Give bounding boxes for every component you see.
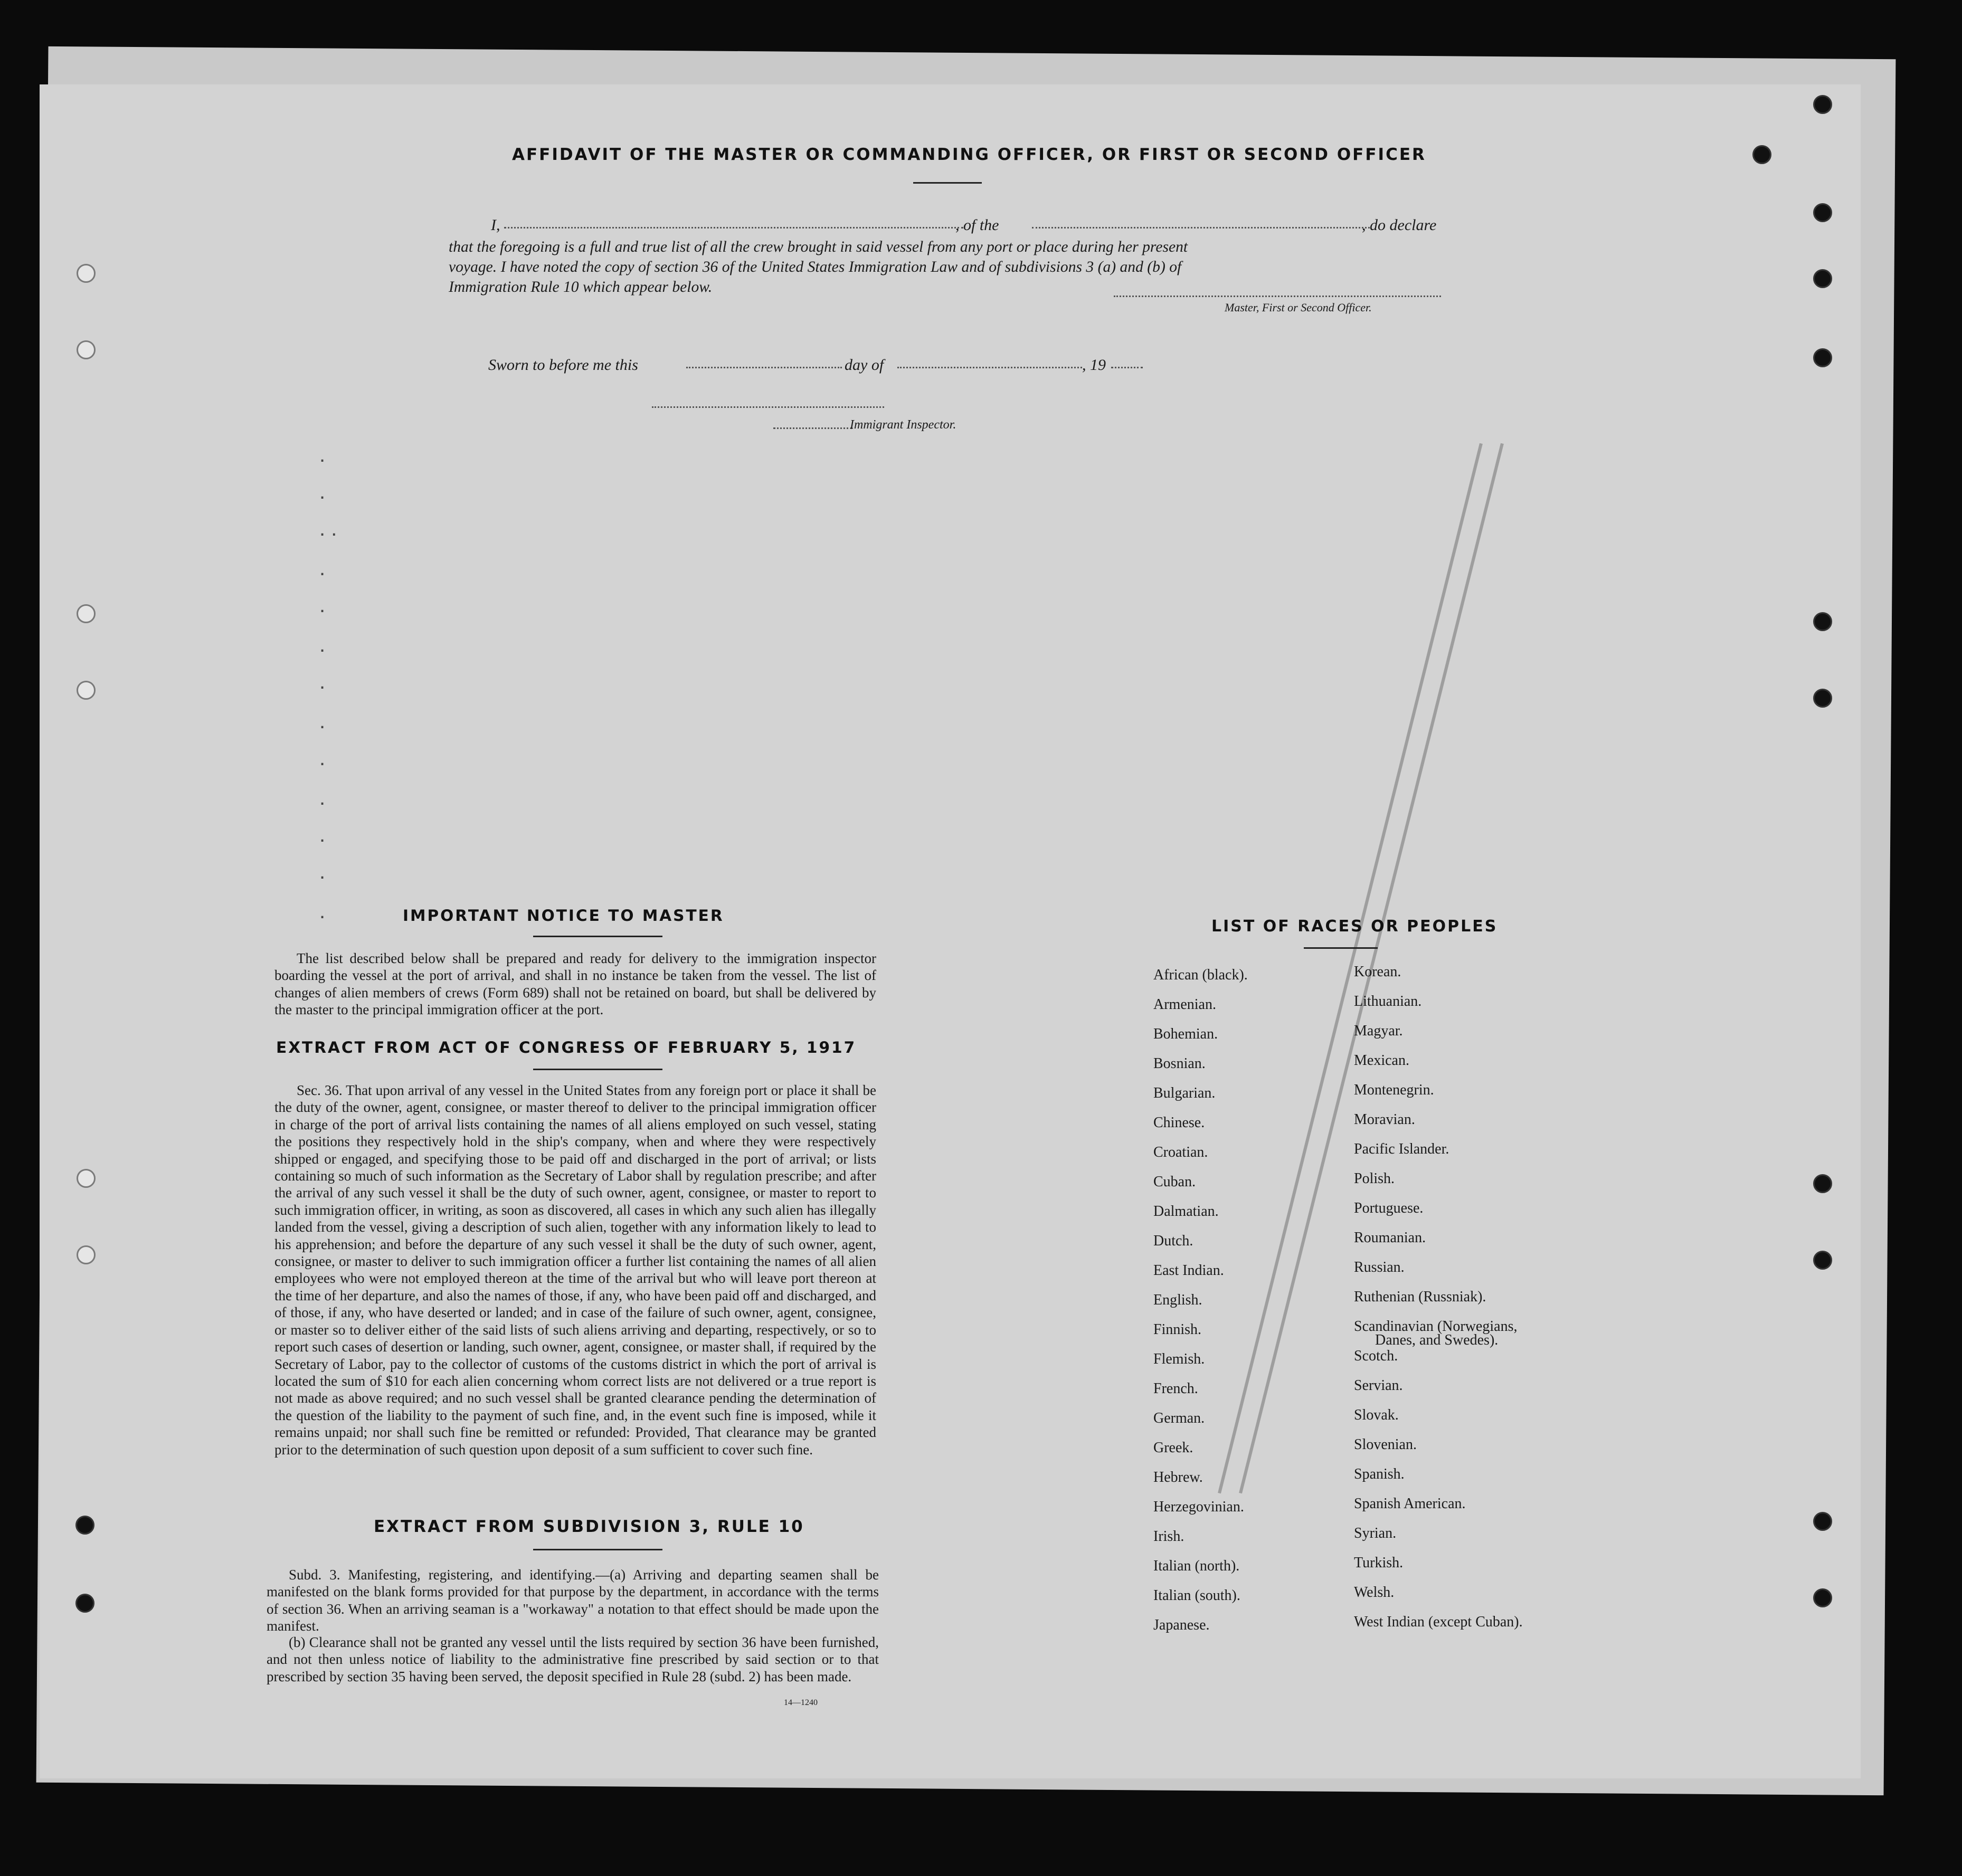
race-item: Bohemian. <box>1153 1026 1218 1042</box>
race-item: Servian. <box>1354 1377 1403 1394</box>
punch-hole <box>75 1516 94 1535</box>
race-item: Japanese. <box>1153 1617 1210 1633</box>
row-dot: . <box>319 786 326 810</box>
race-item-continuation: Danes, and Swedes). <box>1375 1332 1499 1348</box>
race-item: Cuban. <box>1153 1174 1196 1190</box>
race-item: Portuguese. <box>1354 1200 1424 1216</box>
race-item: Hebrew. <box>1153 1469 1203 1485</box>
race-item: Pacific Islander. <box>1354 1141 1449 1157</box>
row-dot: . <box>319 710 326 733</box>
row-dot: . <box>319 480 326 503</box>
race-item: Slovenian. <box>1354 1436 1417 1453</box>
punch-hole <box>75 1594 94 1613</box>
row-dot: . <box>319 443 326 466</box>
race-item: Italian (south). <box>1153 1587 1240 1604</box>
punch-hole <box>1813 612 1832 631</box>
affidavit-line-1: that the foregoing is a full and true list of all the crew brought in said vessel from any port or place during her present <box>449 239 1188 255</box>
race-item: Polish. <box>1354 1170 1395 1187</box>
race-item: Welsh. <box>1354 1584 1395 1601</box>
subdivision-title: EXTRACT FROM SUBDIVISION 3, RULE 10 <box>374 1517 804 1536</box>
race-item: Ruthenian (Russniak). <box>1354 1289 1486 1305</box>
name-field[interactable] <box>504 227 963 228</box>
subdivision-para-b: (b) Clearance shall not be granted any vessel until the lists required by section 36 have been furnished, and not then unless notice of liability to the administrative fine prescribed by said section or to that prescribed by section 35 having been served, the deposit specified in Rule 28 (subd. 2) has been made. <box>267 1634 879 1684</box>
affidavit-of-the: , of the <box>955 216 999 234</box>
race-item: Moravian. <box>1354 1111 1415 1128</box>
race-item: Greek. <box>1153 1440 1193 1456</box>
master-caption: Master, First or Second Officer. <box>1225 301 1372 314</box>
affidavit-do-declare: , do declare <box>1362 216 1437 234</box>
punch-hole <box>77 340 96 359</box>
row-dot: . <box>319 633 326 656</box>
document-page <box>40 84 1861 1778</box>
race-item: Spanish American. <box>1354 1496 1466 1512</box>
vessel-field[interactable] <box>1032 227 1370 228</box>
row-dot: . <box>319 823 326 846</box>
row-dot: . <box>319 594 326 617</box>
row-dot: . <box>319 747 326 770</box>
punch-hole <box>1813 1174 1832 1193</box>
punch-hole <box>1813 95 1832 114</box>
punch-hole <box>1813 1512 1832 1531</box>
row-dot: . <box>319 670 326 693</box>
row-dot: . . <box>319 517 337 540</box>
race-item: Turkish. <box>1354 1555 1404 1571</box>
master-signature-field[interactable] <box>1114 296 1441 297</box>
race-item: Dalmatian. <box>1153 1203 1219 1220</box>
punch-hole <box>1752 145 1771 164</box>
sworn-month-field[interactable] <box>897 367 1082 368</box>
punch-hole <box>1813 689 1832 708</box>
race-item: Bulgarian. <box>1153 1085 1216 1101</box>
punch-hole <box>1813 1251 1832 1270</box>
affidavit-line-3: Immigration Rule 10 which appear below. <box>449 279 713 296</box>
inspector-signature-field[interactable] <box>652 406 884 408</box>
race-item: Irish. <box>1153 1528 1184 1545</box>
race-item: French. <box>1153 1380 1198 1397</box>
race-item: Spanish. <box>1354 1466 1405 1482</box>
punch-hole <box>1813 348 1832 367</box>
inspector-caption: Immigrant Inspector. <box>850 418 956 432</box>
punch-hole <box>77 1245 96 1264</box>
punch-hole <box>77 681 96 700</box>
race-item: Lithuanian. <box>1354 993 1422 1010</box>
punch-hole <box>77 1169 96 1188</box>
sworn-day-field[interactable] <box>686 367 842 368</box>
races-title: LIST OF RACES OR PEOPLES <box>1211 917 1498 936</box>
notice-rule <box>533 936 662 937</box>
race-item: Magyar. <box>1354 1023 1403 1039</box>
affidavit-title: AFFIDAVIT OF THE MASTER OR COMMANDING OFFICER, OR FIRST OR SECOND OFFICER <box>512 145 1426 164</box>
punch-hole <box>77 264 96 283</box>
act-rule <box>533 1069 662 1070</box>
race-item: Mexican. <box>1354 1052 1409 1069</box>
races-column-2 <box>1354 964 1523 1643</box>
row-dot: . <box>319 557 326 580</box>
row-dot: . <box>319 860 326 883</box>
subdivision-para-a: Subd. 3. Manifesting, registering, and identifying.—(a) Arriving and departing seamen shall be manifested on the blank forms provided for that purpose by the department, in accordance with the terms of section 36. When an arriving seaman is a "workaway" a notation to that effect should be made upon the manifest. <box>267 1567 879 1634</box>
race-item: English. <box>1153 1292 1202 1308</box>
race-item: African (black). <box>1153 967 1248 983</box>
race-item: Syrian. <box>1354 1525 1397 1541</box>
act-text: Sec. 36. That upon arrival of any vessel in the United States from any foreign port or place it shall be the duty of the owner, agent, consignee, or master thereof to deliver to the principal immigration officer in charge of the port of arrival lists containing the names of all aliens employed on such vessel, stating the positions they respectively hold in the ship's company, when and where they were respectively shipped or engaged, and specifying those to be paid off and discharged in the port of arrival; or lists containing so much of such information as the Secretary of Labor shall by regulation prescribe; and after the arrival of any such vessel it shall be the duty of such owner, agent, consignee, or master to report to such immigration officer, in writing, as soon as discovered, all cases in which any such alien has illegally landed from the vessel, giving a description of such alien, together with any information likely to lead to his apprehension; and before the departure of any such vessel it shall be the duty of such owner, agent, consignee, or master to deliver to such immigration officer a further list containing the names of all alien employees who were not employed thereon at the time of the arrival but who will leave port thereon at the time of her departure, and also the names of those, if any, who have been paid off and discharged, and of those, if any, who have deserted or landed; and in case of the failure of such owner, agent, consignee, or master so to deliver either of the said lists of such aliens arriving and departing, respectively, or so to report such cases of desertion or landing, such owner, agent, consignee, or master shall, if required by the Secretary of Labor, pay to the collector of customs of the customs district in which the port of arrival is located the sum of $10 for each alien concerning whom correct lists are not delivered or a true report is not made as above required; and no such vessel shall be granted clearance pending the determination of the question of the liability to the payment of such fine, and, in the event such fine is imposed, while it remains unpaid; nor shall such fine be remitted or refunded: Provided, That clearance may be granted prior to the determination of such question upon deposit of a sum sufficient to cover such fine. <box>274 1082 876 1458</box>
race-item: Herzegovinian. <box>1153 1499 1244 1515</box>
title-rule <box>913 182 982 184</box>
race-item: West Indian (except Cuban). <box>1354 1614 1523 1630</box>
races-rule <box>1304 947 1378 949</box>
year-label: , 19 <box>1082 356 1106 374</box>
affidavit-line-2: voyage. I have noted the copy of section 36 of the United States Immigration Law and of subdivisions 3 (a) and (b) of <box>449 259 1182 275</box>
race-item: Slovak. <box>1354 1407 1399 1423</box>
races-column-1 <box>1153 967 1248 1646</box>
notice-title: IMPORTANT NOTICE TO MASTER <box>403 907 724 925</box>
subdivision-rule <box>533 1549 662 1550</box>
affidavit-i: I, <box>491 216 500 234</box>
race-item: Montenegrin. <box>1354 1082 1434 1098</box>
race-item: Flemish. <box>1153 1351 1205 1367</box>
race-item: Finnish. <box>1153 1321 1202 1338</box>
race-item: Italian (north). <box>1153 1558 1240 1574</box>
inspector-signature-field-2[interactable] <box>773 427 852 429</box>
race-item: Armenian. <box>1153 996 1216 1013</box>
sworn-label: Sworn to before me this <box>488 356 638 374</box>
race-item: Dutch. <box>1153 1233 1193 1249</box>
notice-text: The list described below shall be prepared and ready for delivery to the immigration inspector boarding the vessel at the port of arrival, and shall in no instance be taken from the vessel. The list of changes of alien members of crews (Form 689) shall not be retained on board, but shall be delivered by the master to the principal immigration officer at the port. <box>274 950 876 1018</box>
race-item: Bosnian. <box>1153 1055 1206 1072</box>
race-item: Russian. <box>1354 1259 1405 1275</box>
sworn-year-field[interactable] <box>1111 367 1143 368</box>
form-number: 14—1240 <box>784 1698 818 1707</box>
punch-hole <box>1813 1588 1832 1607</box>
race-item: Chinese. <box>1153 1115 1205 1131</box>
punch-hole <box>77 604 96 623</box>
race-item: East Indian. <box>1153 1262 1224 1279</box>
act-title: EXTRACT FROM ACT OF CONGRESS OF FEBRUARY 5, 1917 <box>276 1039 857 1056</box>
race-item: Korean. <box>1354 964 1401 980</box>
race-item: German. <box>1153 1410 1205 1426</box>
race-item-text: Scandinavian (Norwegians, <box>1354 1318 1518 1335</box>
row-dot: . <box>319 900 326 923</box>
punch-hole <box>1813 269 1832 288</box>
day-of-label: day of <box>845 356 884 374</box>
race-item: Scotch. <box>1354 1348 1398 1364</box>
race-item: Roumanian. <box>1354 1230 1426 1246</box>
race-item <box>1354 1318 1523 1348</box>
punch-hole <box>1813 203 1832 222</box>
race-item: Croatian. <box>1153 1144 1208 1160</box>
